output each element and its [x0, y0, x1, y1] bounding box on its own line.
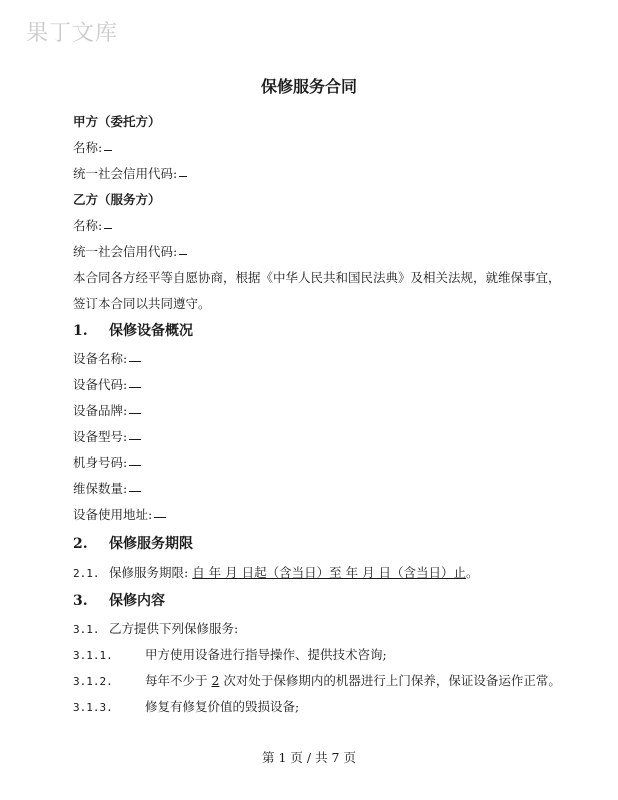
party-b-code-label: 统一社会信用代码:: [73, 244, 178, 259]
section-2-heading: [73, 533, 193, 553]
equipment-field: [73, 505, 166, 523]
field-label: 机身号码:: [73, 455, 128, 470]
clause-label: 保修服务期限:: [109, 565, 189, 580]
field-label: 设备型号:: [73, 429, 128, 444]
party-b-name-blank: [104, 227, 112, 229]
party-b-code: [73, 242, 187, 260]
equipment-field: [73, 375, 141, 393]
section-3-number: 3.: [73, 593, 88, 609]
page-footer: 第 1 页 / 共 7 页: [262, 750, 356, 765]
clause-number: 3.1.3.: [73, 701, 113, 714]
field-label: 设备代码:: [73, 377, 128, 392]
clause-text: 修复有修复价值的毁损设备;: [145, 699, 300, 714]
clause-text: 甲方使用设备进行指导操作、提供技术咨询;: [145, 647, 387, 662]
section-3-title: 保修内容: [109, 593, 165, 609]
watermark: 果丁文库: [26, 21, 119, 46]
clause-number: 2.1.: [73, 567, 100, 580]
service-period-value: 自 年 月 日起（含当日）至 年 月 日（含当日）止: [192, 565, 467, 580]
field-blank: [129, 490, 141, 492]
field-label: 设备使用地址:: [73, 507, 153, 522]
clause-3-1-3: [73, 697, 299, 715]
field-blank: [129, 464, 141, 466]
field-label: 维保数量:: [73, 481, 128, 496]
party-b-code-blank: [179, 253, 187, 255]
section-1-title: 保修设备概况: [109, 323, 193, 339]
field-blank: [129, 412, 141, 414]
party-b-name: [73, 216, 112, 234]
party-a-heading: 甲方（委托方）: [73, 114, 161, 129]
field-blank: [154, 516, 166, 518]
clause-number: 3.1.2.: [73, 675, 113, 688]
party-b-heading: 乙方（服务方）: [73, 192, 161, 207]
party-b-name-label: 名称:: [73, 218, 103, 233]
clause-3-1: [73, 619, 238, 637]
clause-3-1-2: [73, 671, 561, 689]
equipment-field: [73, 427, 141, 445]
section-1-heading: [73, 320, 193, 340]
party-a-code: [73, 164, 187, 182]
party-a-name-label: 名称:: [73, 140, 103, 155]
clause-2-1: [73, 563, 479, 581]
clause-number: 3.1.: [73, 623, 100, 636]
party-a-code-label: 统一社会信用代码:: [73, 166, 178, 181]
field-label: 设备品牌:: [73, 403, 128, 418]
field-blank: [129, 360, 141, 362]
intro-line-2: 签订本合同以共同遵守。: [73, 296, 211, 311]
page-title: 保修服务合同: [260, 77, 357, 96]
party-a-code-blank: [179, 175, 187, 177]
equipment-field: [73, 349, 141, 367]
clause-number: 3.1.1.: [73, 649, 113, 662]
intro-line-1: 本合同各方经平等自愿协商，根据《中华人民共和国民法典》及相关法规，就维保事宜，: [73, 270, 561, 285]
clause-end: 。: [466, 565, 479, 580]
section-2-title: 保修服务期限: [109, 536, 193, 552]
party-a-name: [73, 138, 112, 156]
field-label: 设备名称:: [73, 351, 128, 366]
clause-text-post: 次对处于保修期内的机器进行上门保养，保证设备运作正常。: [219, 673, 561, 688]
clause-text: 乙方提供下列保修服务:: [109, 621, 239, 636]
field-blank: [129, 386, 141, 388]
section-1-number: 1.: [73, 323, 88, 339]
maintenance-count: 2: [211, 673, 220, 688]
equipment-field: [73, 479, 141, 497]
section-3-heading: [73, 590, 165, 610]
clause-3-1-1: [73, 645, 387, 663]
clause-text-pre: 每年不少于: [145, 673, 212, 688]
section-2-number: 2.: [73, 536, 88, 552]
party-a-name-blank: [104, 149, 112, 151]
equipment-field: [73, 401, 141, 419]
field-blank: [129, 438, 141, 440]
equipment-field: [73, 453, 141, 471]
